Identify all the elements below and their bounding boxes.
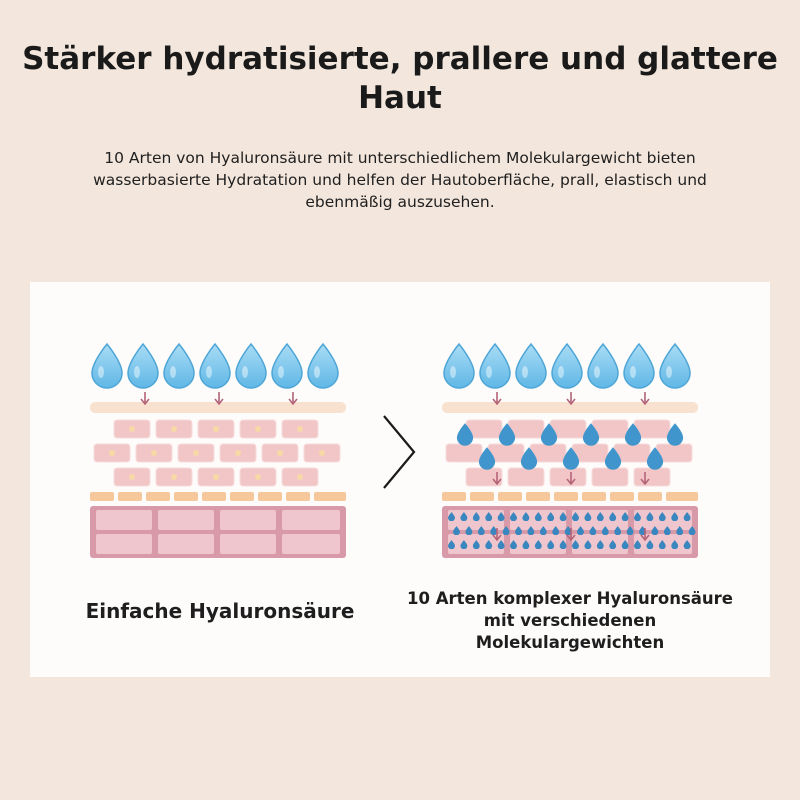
simple-hyaluronic-caption: Einfache Hyaluronsäure bbox=[85, 599, 355, 623]
basal-layer bbox=[90, 492, 346, 501]
water-drop-icon bbox=[444, 344, 474, 388]
water-drop-icon bbox=[164, 344, 194, 388]
epidermis-cells bbox=[94, 420, 340, 486]
water-drop-icon bbox=[92, 344, 122, 388]
dermis-layer bbox=[90, 506, 346, 558]
water-drop-icon bbox=[308, 344, 338, 388]
water-drop-icon bbox=[128, 344, 158, 388]
complex-hyaluronic-caption: 10 Arten komplexer Hyaluronsäure mit verschiedenen Molekulargewichten bbox=[407, 589, 733, 652]
water-drop-icon bbox=[660, 344, 690, 388]
water-drop-icon bbox=[516, 344, 546, 388]
water-drop-icon bbox=[480, 344, 510, 388]
chevron-right-icon bbox=[380, 412, 420, 492]
basal-layer bbox=[442, 492, 698, 501]
water-drop-icon bbox=[272, 344, 302, 388]
complex-hyaluronic-diagram bbox=[442, 342, 738, 562]
water-drop-icon bbox=[200, 344, 230, 388]
dermis-layer bbox=[442, 506, 698, 558]
water-drop-icon bbox=[236, 344, 266, 388]
simple-hyaluronic-diagram bbox=[90, 342, 386, 562]
headline: Stärker hydratisierte, prallere und glattere Haut bbox=[22, 41, 778, 116]
description: 10 Arten von Hyaluronsäure mit unterschiedlichem Molekulargewicht bieten wasserbasierte Hydratation und helfen der Hautoberfläche, prall, elastisch und ebenmäßig auszusehen. bbox=[93, 149, 707, 211]
water-drop-icon bbox=[588, 344, 618, 388]
water-drop-icon-row bbox=[92, 344, 338, 388]
water-drop-icon-row bbox=[444, 344, 690, 388]
water-drop-icon bbox=[552, 344, 582, 388]
water-drop-icon bbox=[624, 344, 654, 388]
comparison-panel bbox=[30, 282, 770, 677]
